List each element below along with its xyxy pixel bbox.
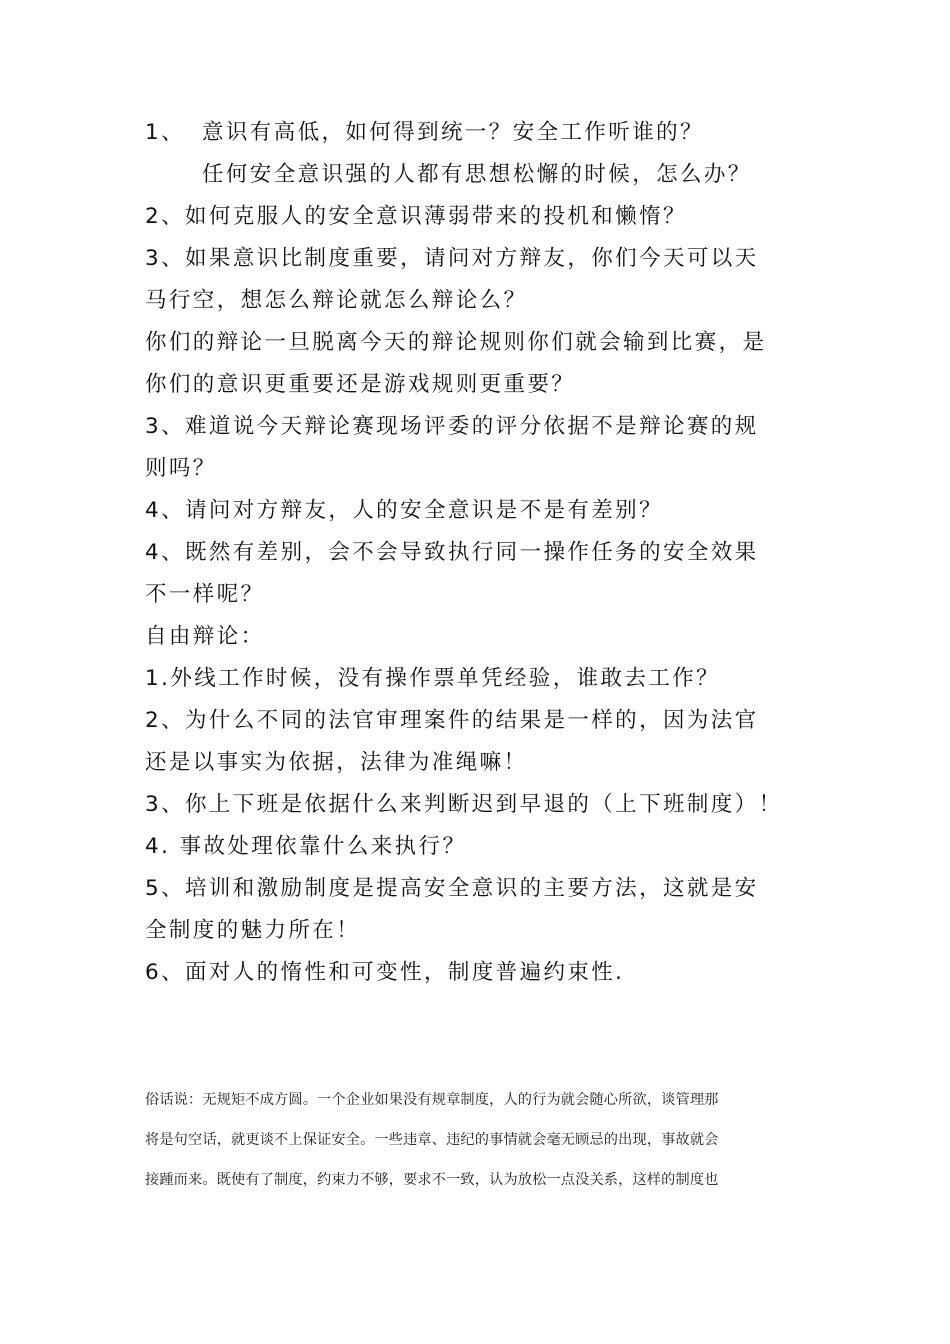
question-line: 马行空，想怎么辩论就怎么辩论么？ [145,288,528,313]
question-line: 2、如何克服人的安全意识薄弱带来的投机和懒惰？ [145,204,687,229]
paragraph-line: 俗话说：无规矩不成方圆。一个企业如果没有规章制度，人的行为就会随心所欲，谈管理那 [145,1092,719,1108]
list-marker: 1、 [145,120,185,145]
question-line: 1.外线工作时候，没有操作票单凭经验，谁敢去工作？ [145,666,721,691]
closing-paragraph [145,1080,815,1200]
question-line: 2、为什么不同的法官审理案件的结果是一样的，因为法官 [145,708,759,733]
question-text: 意识有高低，如何得到统一？安全工作听谁的？ [202,120,704,145]
debate-questions [145,112,815,994]
section-heading: 自由辩论： [145,624,265,649]
question-line: 4、请问对方辩友，人的安全意识是不是有差别？ [145,498,663,523]
question-line: 4. 事故处理依靠什么来执行？ [145,834,467,859]
question-line: 还是以事实为依据，法律为准绳嘛！ [145,750,528,775]
question-line: 4、既然有差别，会不会导致执行同一操作任务的安全效果 [145,540,759,565]
paragraph-line: 接踵而来。既使有了制度，约束力不够，要求不一致，认为放松一点没关系，这样的制度也 [145,1172,719,1188]
question-line: 任何安全意识强的人都有思想松懈的时候，怎么办？ [202,162,752,187]
question-line: 你们的意识更重要还是游戏规则更重要？ [145,372,576,397]
question-line [145,112,815,154]
question-line: 不一样呢？ [145,582,265,607]
paragraph-line: 将是句空话，就更谈不上保证安全。一些违章、违纪的事情就会毫无顾忌的出现，事故就会 [145,1132,719,1148]
question-line: 5、培训和激励制度是提高安全意识的主要方法，这就是安 [145,876,759,901]
question-line: 全制度的魅力所在！ [145,918,361,943]
question-line: 3、难道说今天辩论赛现场评委的评分依据不是辩论赛的规 [145,414,759,439]
question-line: 3、如果意识比制度重要，请问对方辩友，你们今天可以天 [145,246,759,271]
question-line: 你们的辩论一旦脱离今天的辩论规则你们就会输到比赛，是 [145,330,767,355]
question-line: 6、面对人的惰性和可变性，制度普遍约束性. [145,960,625,985]
question-line: 则吗？ [145,456,217,481]
question-line: 3、你上下班是依据什么来判断迟到早退的（上下班制度）！ [145,792,783,817]
